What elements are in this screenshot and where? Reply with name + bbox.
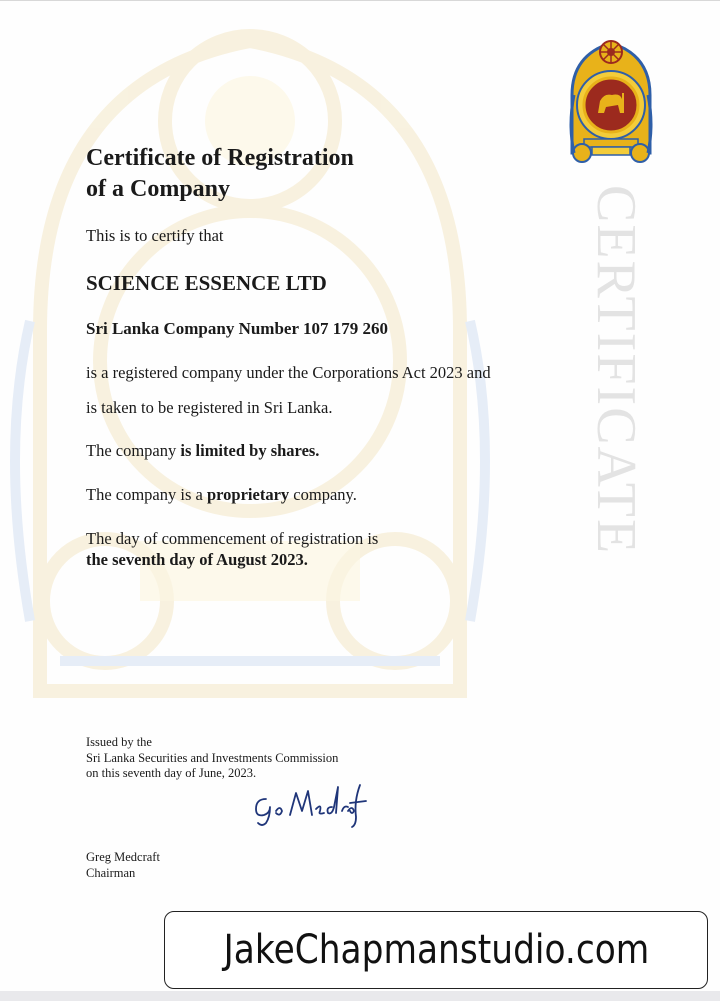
commencement-line: The day of commencement of registration is xyxy=(86,529,379,548)
registered-line-1: is a registered company under the Corporations Act 2023 and xyxy=(86,363,491,382)
proprietary-prefix: The company is a xyxy=(86,485,207,504)
signer-block xyxy=(86,850,160,881)
registered-line-2: is taken to be registered in Sri Lanka. xyxy=(86,398,333,417)
signer-name: Greg Medcraft xyxy=(86,850,160,864)
issuer-line-1: Issued by the xyxy=(86,735,152,749)
commencement-date: the seventh day of August 2023. xyxy=(86,550,308,569)
website-watermark-box xyxy=(164,911,708,989)
website-watermark-text: JakeChapmanstudio.com xyxy=(223,927,649,973)
title-line-2: of a Company xyxy=(86,176,231,202)
limited-prefix: The company xyxy=(86,441,181,460)
company-name: SCIENCE ESSENCE LTD xyxy=(86,271,327,295)
limited-by-shares-line xyxy=(86,440,319,462)
proprietary-bold: proprietary xyxy=(206,485,290,504)
issuer-block xyxy=(86,735,338,782)
certificate-vertical-watermark xyxy=(580,181,647,556)
issuer-line-2: Sri Lanka Securities and Investments Commission xyxy=(86,750,339,765)
certificate-vertical-text: CERTIFICATE xyxy=(585,185,647,556)
proprietary-suffix: company. xyxy=(289,485,357,504)
emblem-watermark-icon xyxy=(0,1,500,721)
title-line-1: Certificate of Registration xyxy=(86,145,354,171)
handwritten-signature xyxy=(248,777,368,829)
signer-title: Chairman xyxy=(86,865,136,880)
limited-bold: is limited by shares. xyxy=(180,441,320,460)
certificate-title xyxy=(86,143,466,205)
issuer-line-3: on this seventh day of June, 2023. xyxy=(86,766,257,780)
certify-intro: This is to certify that xyxy=(86,226,224,245)
sri-lanka-emblem-icon xyxy=(562,35,660,169)
company-number: Sri Lanka Company Number 107 179 260 xyxy=(86,319,388,338)
bottom-edge xyxy=(0,991,720,1001)
proprietary-line xyxy=(86,484,357,506)
